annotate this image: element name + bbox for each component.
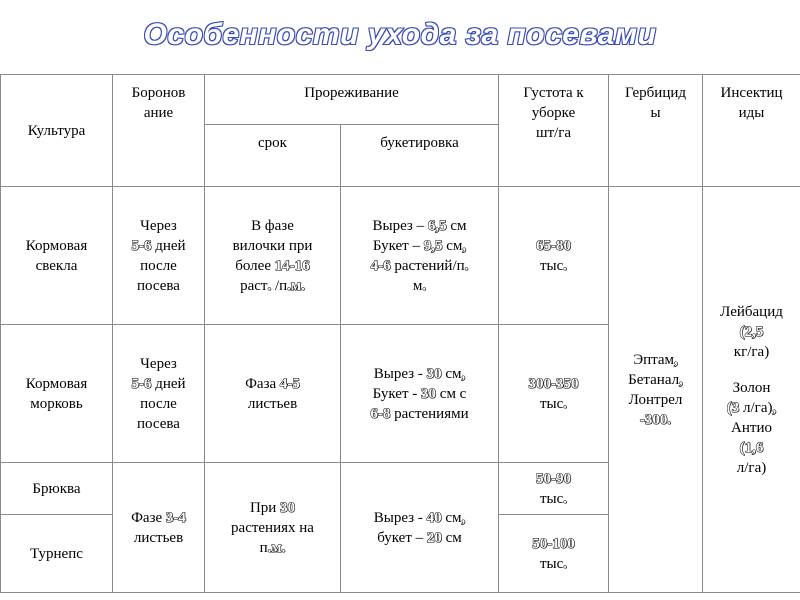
text-line: л/га) xyxy=(736,459,767,476)
cell-culture xyxy=(1,187,113,325)
text: см xyxy=(446,217,467,234)
header-harrowing-line2: ание xyxy=(143,105,174,121)
page-title: Особенности ухода за посевами xyxy=(143,18,657,51)
number: (2,5 xyxy=(739,323,764,340)
cell-herbicides xyxy=(609,187,703,593)
text-line xyxy=(208,374,337,394)
text-line: листьев xyxy=(247,395,298,412)
text-line xyxy=(502,256,605,276)
header-thinning: Прореживание xyxy=(205,75,499,125)
text: см с xyxy=(436,385,467,402)
number: .м. xyxy=(267,539,286,556)
text-line: Лейбацид xyxy=(720,303,783,320)
text-line: Кормовая xyxy=(25,237,88,254)
cell-density xyxy=(499,187,609,325)
header-harrowing xyxy=(113,75,205,187)
number: 20 xyxy=(426,529,442,546)
number: 40 xyxy=(426,509,442,526)
number: 14-16 xyxy=(274,257,310,274)
text: п xyxy=(259,539,268,556)
text: /п xyxy=(271,277,288,294)
number: 30 xyxy=(421,385,437,402)
text: тыс xyxy=(539,257,564,274)
number: 4-6 xyxy=(370,257,391,274)
number: 5-6 xyxy=(131,237,152,254)
cell-thinning-bouquet xyxy=(341,463,499,593)
header-row xyxy=(1,75,800,125)
text-line: Через xyxy=(140,217,177,234)
number: . xyxy=(267,277,272,294)
number: , xyxy=(674,351,678,368)
text: Фазе xyxy=(131,509,166,526)
header-thinning-time: срок xyxy=(205,125,341,187)
header-herbicides-line1: Гербицид xyxy=(624,85,687,101)
cell-harrowing xyxy=(113,325,205,463)
number: , xyxy=(461,509,466,526)
text-line xyxy=(344,404,495,424)
text-line: после xyxy=(140,395,177,412)
header-thinning-bouquet: букетировка xyxy=(341,125,499,187)
header-density-line1: Густота к xyxy=(523,85,584,101)
number: 6,5 xyxy=(427,217,447,234)
text: более xyxy=(235,257,275,274)
text-line xyxy=(612,350,699,370)
number: 9,5 xyxy=(423,237,443,254)
text-line xyxy=(502,554,605,574)
text: Букет – xyxy=(372,237,424,254)
text-line xyxy=(116,508,201,528)
text: растениями xyxy=(390,405,469,422)
text: Вырез – xyxy=(372,217,428,234)
text: тыс xyxy=(539,490,564,507)
number: . xyxy=(563,395,568,412)
text-line: Через xyxy=(140,355,177,372)
number: , xyxy=(679,371,683,388)
cell-culture: Брюква xyxy=(1,463,113,515)
number: , xyxy=(461,365,466,382)
text-line xyxy=(116,236,201,256)
text: дней xyxy=(151,375,186,392)
text-line: Антио xyxy=(731,419,772,436)
number: (3 xyxy=(726,399,740,416)
text-line: свекла xyxy=(35,257,78,274)
text-line xyxy=(344,236,495,256)
number: 5-6 xyxy=(131,375,152,392)
text-line xyxy=(208,256,337,276)
text: дней xyxy=(151,237,186,254)
text: м xyxy=(412,277,423,294)
header-insecticides-line2: иды xyxy=(738,105,765,121)
text: Вырез - xyxy=(373,509,427,526)
number: 30 xyxy=(280,499,296,516)
text-line: Лонтрел xyxy=(628,391,683,408)
number: 3-4 xyxy=(165,509,186,526)
text-line xyxy=(612,370,699,390)
cell-thinning-bouquet xyxy=(341,187,499,325)
header-density-line3: шт/га xyxy=(535,125,572,141)
number: . xyxy=(563,555,568,572)
text-line: В фазе xyxy=(251,217,294,234)
number: 6-8 xyxy=(370,405,391,422)
text-line xyxy=(344,528,495,548)
number: , xyxy=(462,237,467,254)
number: (1,6 xyxy=(739,439,764,456)
text: см xyxy=(441,529,462,546)
text: Бетанал xyxy=(628,371,680,388)
text-line xyxy=(116,374,201,394)
cell-culture: Турнепс xyxy=(1,515,113,593)
text: см xyxy=(441,365,462,382)
table-row xyxy=(1,187,800,325)
text-line: после xyxy=(140,257,177,274)
text: Вырез - xyxy=(373,365,427,382)
cell-density xyxy=(499,515,609,593)
number: 30 xyxy=(426,365,442,382)
cell-density xyxy=(499,325,609,463)
number: . xyxy=(422,277,427,294)
cell-thinning-time xyxy=(205,325,341,463)
header-herbicides-line2: ы xyxy=(650,105,661,121)
header-harrowing-line1: Боронов xyxy=(131,85,186,101)
cell-harrowing xyxy=(113,187,205,325)
text: букет – xyxy=(377,529,427,546)
number: 50-90 xyxy=(536,470,572,487)
cell-thinning-bouquet xyxy=(341,325,499,463)
text: см xyxy=(441,509,462,526)
text-line: листьев xyxy=(133,529,184,546)
cell-insecticides xyxy=(703,187,800,593)
text: Букет - xyxy=(372,385,422,402)
text-line xyxy=(344,276,495,296)
text-line: вилочки при xyxy=(232,237,313,254)
text-line xyxy=(208,538,337,558)
text: При xyxy=(249,499,281,516)
text-line: Золон xyxy=(732,379,771,396)
cell-culture xyxy=(1,325,113,463)
cell-thinning-time xyxy=(205,187,341,325)
text-line: растениях на xyxy=(231,519,314,536)
text-line: кг/га) xyxy=(733,343,770,360)
text: л/га) xyxy=(739,399,773,416)
number: 4-5 xyxy=(279,375,300,392)
text-line xyxy=(502,489,605,509)
text-line: посева xyxy=(137,277,180,294)
number: .м. xyxy=(287,277,305,294)
text-line xyxy=(344,256,495,276)
text-line xyxy=(344,364,495,384)
number: . xyxy=(563,490,568,507)
crop-care-table xyxy=(0,74,800,593)
header-insecticides xyxy=(703,75,800,187)
text-line: посева xyxy=(137,415,180,432)
text-line xyxy=(344,216,495,236)
number: 50-100 xyxy=(532,535,575,552)
cell-harrowing xyxy=(113,463,205,593)
text-line xyxy=(344,508,495,528)
header-herbicides xyxy=(609,75,703,187)
text: тыс xyxy=(539,555,564,572)
text-line xyxy=(208,276,337,296)
text-line: морковь xyxy=(30,395,83,412)
cell-density xyxy=(499,463,609,515)
number: , xyxy=(772,399,777,416)
text: растений/п xyxy=(390,257,465,274)
text: см xyxy=(442,237,463,254)
header-density-line2: уборке xyxy=(531,105,576,121)
header-culture: Культура xyxy=(1,75,113,187)
number: -300. xyxy=(639,411,672,428)
header-density xyxy=(499,75,609,187)
text: Фаза xyxy=(245,375,280,392)
cell-thinning-time xyxy=(205,463,341,593)
number: 65-80 xyxy=(536,237,572,254)
header-insecticides-line1: Инсектиц xyxy=(720,85,783,101)
text-line xyxy=(706,398,797,418)
text: раст xyxy=(240,277,268,294)
number: . xyxy=(563,257,568,274)
number: . xyxy=(464,257,469,274)
text: Эптам xyxy=(633,351,675,368)
text-line xyxy=(344,384,495,404)
text-line xyxy=(208,498,337,518)
text-line: Кормовая xyxy=(25,375,88,392)
text-line xyxy=(502,394,605,414)
text: тыс xyxy=(539,395,564,412)
number: 300-350 xyxy=(528,375,579,392)
spacer xyxy=(706,362,797,378)
